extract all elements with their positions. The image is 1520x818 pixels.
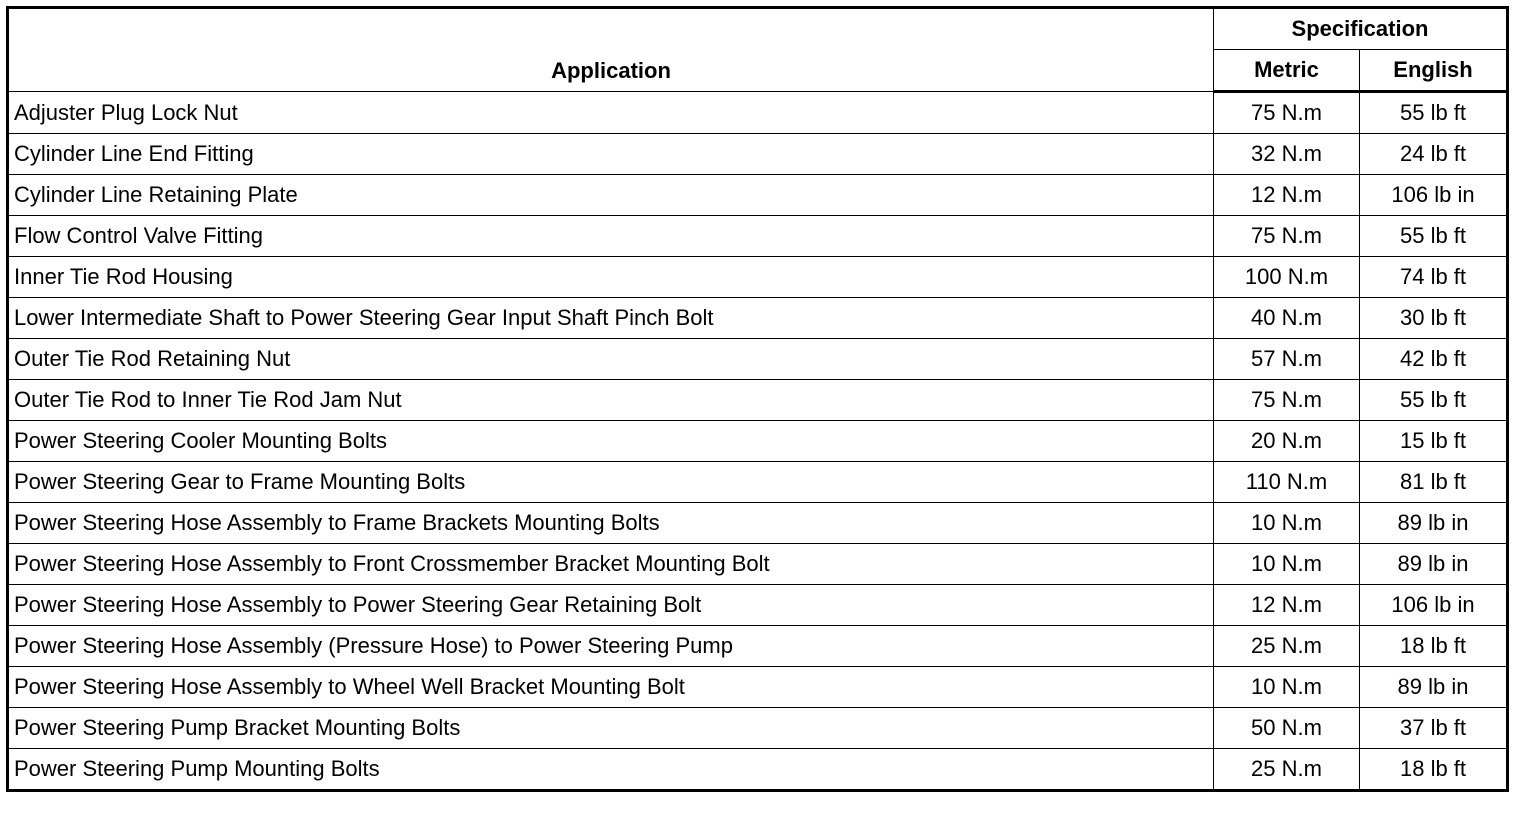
metric-cell: 75 N.m [1214, 92, 1360, 134]
application-cell: Power Steering Hose Assembly to Power Steering Gear Retaining Bolt [8, 585, 1214, 626]
table-row [8, 216, 1508, 257]
metric-cell: 57 N.m [1214, 339, 1360, 380]
application-cell: Outer Tie Rod Retaining Nut [8, 339, 1214, 380]
english-cell: 24 lb ft [1360, 134, 1508, 175]
table-body [8, 92, 1508, 791]
application-cell: Flow Control Valve Fitting [8, 216, 1214, 257]
table-row [8, 339, 1508, 380]
metric-cell: 75 N.m [1214, 216, 1360, 257]
application-cell: Outer Tie Rod to Inner Tie Rod Jam Nut [8, 380, 1214, 421]
table-row [8, 503, 1508, 544]
english-cell: 81 lb ft [1360, 462, 1508, 503]
torque-spec-table [6, 6, 1509, 792]
metric-cell: 25 N.m [1214, 749, 1360, 791]
english-cell: 106 lb in [1360, 585, 1508, 626]
header-row-top [8, 8, 1508, 50]
table-row [8, 544, 1508, 585]
metric-cell: 10 N.m [1214, 503, 1360, 544]
application-cell: Power Steering Hose Assembly to Wheel Well Bracket Mounting Bolt [8, 667, 1214, 708]
table-row [8, 667, 1508, 708]
table-row [8, 298, 1508, 339]
english-cell: 18 lb ft [1360, 749, 1508, 791]
application-cell: Power Steering Hose Assembly (Pressure Hose) to Power Steering Pump [8, 626, 1214, 667]
metric-cell: 75 N.m [1214, 380, 1360, 421]
application-cell: Power Steering Gear to Frame Mounting Bolts [8, 462, 1214, 503]
metric-cell: 50 N.m [1214, 708, 1360, 749]
application-cell: Power Steering Pump Bracket Mounting Bolts [8, 708, 1214, 749]
english-header: English [1360, 50, 1508, 92]
specification-header: Specification [1214, 8, 1508, 50]
english-cell: 55 lb ft [1360, 216, 1508, 257]
english-cell: 37 lb ft [1360, 708, 1508, 749]
application-cell: Lower Intermediate Shaft to Power Steering Gear Input Shaft Pinch Bolt [8, 298, 1214, 339]
application-cell: Adjuster Plug Lock Nut [8, 92, 1214, 134]
application-cell: Power Steering Hose Assembly to Front Crossmember Bracket Mounting Bolt [8, 544, 1214, 585]
metric-cell: 40 N.m [1214, 298, 1360, 339]
metric-cell: 32 N.m [1214, 134, 1360, 175]
table-row [8, 92, 1508, 134]
table-row [8, 175, 1508, 216]
metric-cell: 10 N.m [1214, 667, 1360, 708]
english-cell: 42 lb ft [1360, 339, 1508, 380]
english-cell: 89 lb in [1360, 503, 1508, 544]
table-row [8, 421, 1508, 462]
application-cell: Cylinder Line Retaining Plate [8, 175, 1214, 216]
english-cell: 74 lb ft [1360, 257, 1508, 298]
application-cell: Cylinder Line End Fitting [8, 134, 1214, 175]
english-cell: 55 lb ft [1360, 92, 1508, 134]
application-cell: Power Steering Pump Mounting Bolts [8, 749, 1214, 791]
metric-header: Metric [1214, 50, 1360, 92]
table-row [8, 380, 1508, 421]
table-row [8, 257, 1508, 298]
english-cell: 89 lb in [1360, 667, 1508, 708]
application-cell: Inner Tie Rod Housing [8, 257, 1214, 298]
table-row [8, 462, 1508, 503]
metric-cell: 25 N.m [1214, 626, 1360, 667]
english-cell: 106 lb in [1360, 175, 1508, 216]
english-cell: 30 lb ft [1360, 298, 1508, 339]
english-cell: 55 lb ft [1360, 380, 1508, 421]
table-row [8, 134, 1508, 175]
english-cell: 15 lb ft [1360, 421, 1508, 462]
metric-cell: 12 N.m [1214, 175, 1360, 216]
english-cell: 89 lb in [1360, 544, 1508, 585]
application-cell: Power Steering Hose Assembly to Frame Brackets Mounting Bolts [8, 503, 1214, 544]
table-row [8, 749, 1508, 791]
application-header: Application [8, 8, 1214, 92]
table-row [8, 585, 1508, 626]
table-row [8, 708, 1508, 749]
metric-cell: 12 N.m [1214, 585, 1360, 626]
metric-cell: 100 N.m [1214, 257, 1360, 298]
metric-cell: 10 N.m [1214, 544, 1360, 585]
spec-table-container [6, 6, 1506, 792]
table-row [8, 626, 1508, 667]
application-cell: Power Steering Cooler Mounting Bolts [8, 421, 1214, 462]
metric-cell: 110 N.m [1214, 462, 1360, 503]
metric-cell: 20 N.m [1214, 421, 1360, 462]
english-cell: 18 lb ft [1360, 626, 1508, 667]
